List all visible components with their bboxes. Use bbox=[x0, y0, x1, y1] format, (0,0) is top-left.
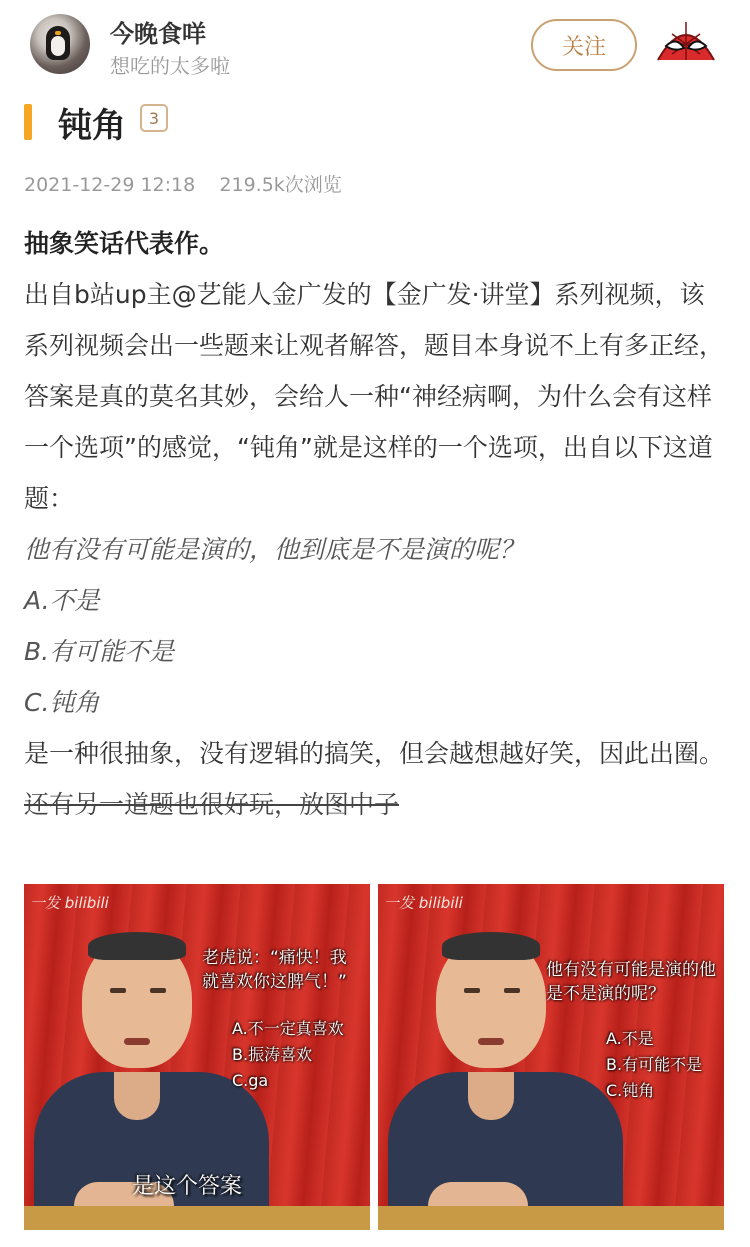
user-avatar[interactable] bbox=[30, 14, 90, 74]
quiz-option-b: B.有可能不是 bbox=[24, 637, 175, 666]
image-gallery bbox=[24, 884, 724, 1230]
entry-body bbox=[24, 218, 724, 830]
gallery-image-2[interactable] bbox=[378, 884, 724, 1230]
bilibili-logo: 一发 bilibili bbox=[384, 894, 463, 912]
user-name[interactable]: 今晚食咩 bbox=[110, 20, 206, 48]
entry-title: 钝角 bbox=[58, 106, 126, 146]
quiz-option-c: C.钝角 bbox=[24, 688, 100, 717]
video-subtitle: 是这个答案 bbox=[132, 1174, 243, 1199]
definition-count-badge[interactable]: 3 bbox=[140, 104, 168, 132]
image-options: A.不一定真喜欢 B.振涛喜欢 C.ga bbox=[232, 1019, 344, 1090]
entry-paragraph-2: 是一种很抽象，没有逻辑的搞笑，但会越想越好笑，因此出圈。 bbox=[24, 739, 725, 768]
entry-meta bbox=[24, 170, 342, 197]
strikethrough-note: 还有另一道题也很好玩，放图中子 bbox=[24, 790, 400, 819]
follow-button[interactable]: 关注 bbox=[531, 19, 637, 71]
gallery-image-1[interactable] bbox=[24, 884, 370, 1230]
spiderman-badge-icon[interactable] bbox=[654, 16, 718, 66]
quiz-option-a: A.不是 bbox=[24, 586, 100, 615]
entry-paragraph-1: 出自b站up主@艺能人金广发的【金广发·讲堂】系列视频，该系列视频会出一些题来让观者解答，题目本身说不上有多正经，答案是真的莫名其妙，会给人一种“神经病啊，为什么会有这样一个选项”的感觉，“钝角”就是这样的一个选项，出自以下这道题： bbox=[24, 280, 725, 513]
image-question-text: 老虎说：“痛快！我就喜欢你这脾气！” bbox=[202, 948, 347, 992]
image-question-text: 他有没有可能是演的他是不是演的呢？ bbox=[546, 960, 716, 1004]
user-bio: 想吃的太多啦 bbox=[110, 54, 230, 78]
quiz-question: 他有没有可能是演的，他到底是不是演的呢？ bbox=[24, 535, 525, 564]
post-date: 2021-12-29 12:18 bbox=[24, 174, 196, 196]
bilibili-logo: 一发 bilibili bbox=[30, 894, 109, 912]
image-options: A.不是 B.有可能不是 C.钝角 bbox=[606, 1029, 703, 1100]
view-count: 219.5k次浏览 bbox=[219, 174, 342, 196]
entry-headline: 抽象笑话代表作。 bbox=[24, 229, 225, 258]
title-accent-bar bbox=[24, 104, 32, 140]
post-header bbox=[0, 0, 750, 92]
